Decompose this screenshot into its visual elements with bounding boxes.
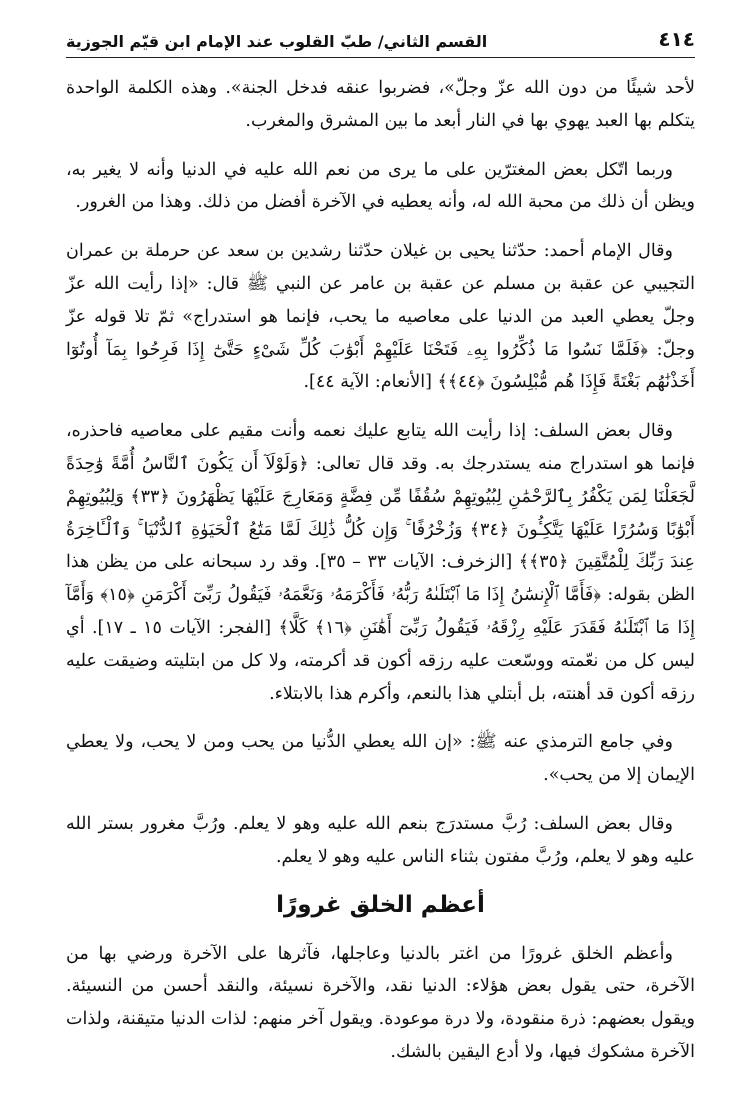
page-body xyxy=(66,72,695,1069)
paragraph-greatest-delusion: وأعظم الخلق غرورًا من اغتر بالدنيا وعاجلها، فآثرها على الآخرة ورضي بها من الآخرة، حتى يقول بعض هؤلاء: الدنيا نقد، والآخرة نسيئة، والنقد أحسن من النسيئة. ويقول بعضهم: ذرة منقودة، ولا درة موعودة. ويقول آخر منهم: لذات الدنيا متيقنة، ولذات الآخرة مشكوك فيها، ولا أدع اليقين بالشك. xyxy=(66,943,695,1062)
paragraph-tirmidhi: وفي جامع الترمذي عنه ﷺ: «إن الله يعطي الدُّنيا من يحب ومن لا يحب، ولا يعطي الإيمان إلا من يحب». xyxy=(66,732,695,786)
running-title: القسم الثاني/ طبّ القلوب عند الإمام ابن قيّم الجوزية xyxy=(66,32,488,51)
paragraph-salaf-saying: وقال بعض السلف: رُبَّ مستدرَج بنعم الله عليه وهو لا يعلم. ورُبَّ مغرور بستر الله عليه وهو لا يعلم، ورُبَّ مفتون بثناء الناس عليه وهو لا يعلم. xyxy=(66,813,695,867)
paragraph-delusion: وربما اتّكل بعض المغترّين على ما يرى من نعم الله عليه في الدنيا وأنه لا يغير به، ويظن أن ذلك من محبة الله له، وأنه يعطيه في الآخرة أفضل من ذلك. وهذا من الغرور. xyxy=(66,159,695,213)
section-heading: أعظم الخلق غرورًا xyxy=(276,891,485,918)
page-header xyxy=(66,0,695,58)
paragraph-continuation: لأحد شيئًا من دون الله عزّ وجلّ»، فضربوا عنقه فدخل الجنة». وهذه الكلمة الواحدة يتكلم بها العبد يهوي بها في النار أبعد ما بين المشرق والمغرب. xyxy=(66,78,695,131)
paragraph-hadith-ahmad: وقال الإمام أحمد: حدّثنا يحيى بن غيلان حدّثنا رشدين بن سعد عن حرملة بن عمران التجيبي عن عقبة بن مسلم عن عقبة بن عامر عن النبي ﷺ قال: «إذا رأيت الله عزّ وجلّ يعطي العبد من الدنيا على معاصيه ما يحب، فإنما هو استدراج» ثمّ تلا قوله عزّ وجلّ: ﴿فَلَمَّا نَسُوا مَا ذُكِّرُوا بِهِۦ فَتَحْنَا عَلَيْهِمْ أَبْوَٰبَ كُلِّ شَىْءٍ حَتَّىٰٓ إِذَا فَرِحُوا بِمَآ أُوتُوٓا أَخَذْنَٰهُم بَغْتَةً فَإِذَا هُم مُّبْلِسُونَ ﴿٤٤﴾﴾ [الأنعام: الآية ٤٤]. xyxy=(66,241,695,393)
paragraph-salaf-quran: وقال بعض السلف: إذا رأيت الله يتابع عليك نعمه وأنت مقيم على معاصيه فاحذره، فإنما هو استدراج منه يستدرجك به. وقد قال تعالى: ﴿وَلَوْلَآ أَن يَكُونَ ٱلنَّاسُ أُمَّةً وَٰحِدَةً لَّجَعَلْنَا لِمَن يَكْفُرُ بِٱلرَّحْمَٰنِ لِبُيُوتِهِمْ سُقُفًا مِّن فِضَّةٍ وَمَعَارِجَ عَلَيْهَا يَظْهَرُونَ ﴿٣٣﴾ وَلِبُيُوتِهِمْ أَبْوَٰبًا وَسُرُرًا عَلَيْهَا يَتَّكِـُٔونَ ﴿٣٤﴾ وَزُخْرُفًا ۚ وَإِن كُلُّ ذَٰلِكَ لَمَّا مَتَٰعُ ٱلْحَيَوٰةِ ٱلدُّنْيَا ۚ وَٱلْـَٔاخِرَةُ عِندَ رَبِّكَ لِلْمُتَّقِينَ ﴿٣٥﴾﴾ [الزخرف: الآيات ٣٣ – ٣٥]. وقد رد سبحانه على من يظن هذا الظن بقوله: ﴿فَأَمَّا ٱلْإِنسَٰنُ إِذَا مَا ٱبْتَلَىٰهُ رَبُّهُۥ فَأَكْرَمَهُۥ وَنَعَّمَهُۥ فَيَقُولُ رَبِّىٓ أَكْرَمَنِ ﴿١٥﴾ وَأَمَّآ إِذَا مَا ٱبْتَلَىٰهُ فَقَدَرَ عَلَيْهِ رِزْقَهُۥ فَيَقُولُ رَبِّىٓ أَهَٰنَنِ ﴿١٦﴾ كَلَّا﴾ [الفجر: الآيات ١٥ ـ ١٧]. أي ليس كل من نعّمته ووسّعت عليه رزقه أكون قد أكرمته، ولا كل من ابتليته وضيقت عليه رزقه أكون قد أهنته، بل أبتلي هذا بالنعم، وأكرم هذا بالابتلاء. xyxy=(66,421,695,704)
page-number: ٤١٤ xyxy=(658,27,695,51)
